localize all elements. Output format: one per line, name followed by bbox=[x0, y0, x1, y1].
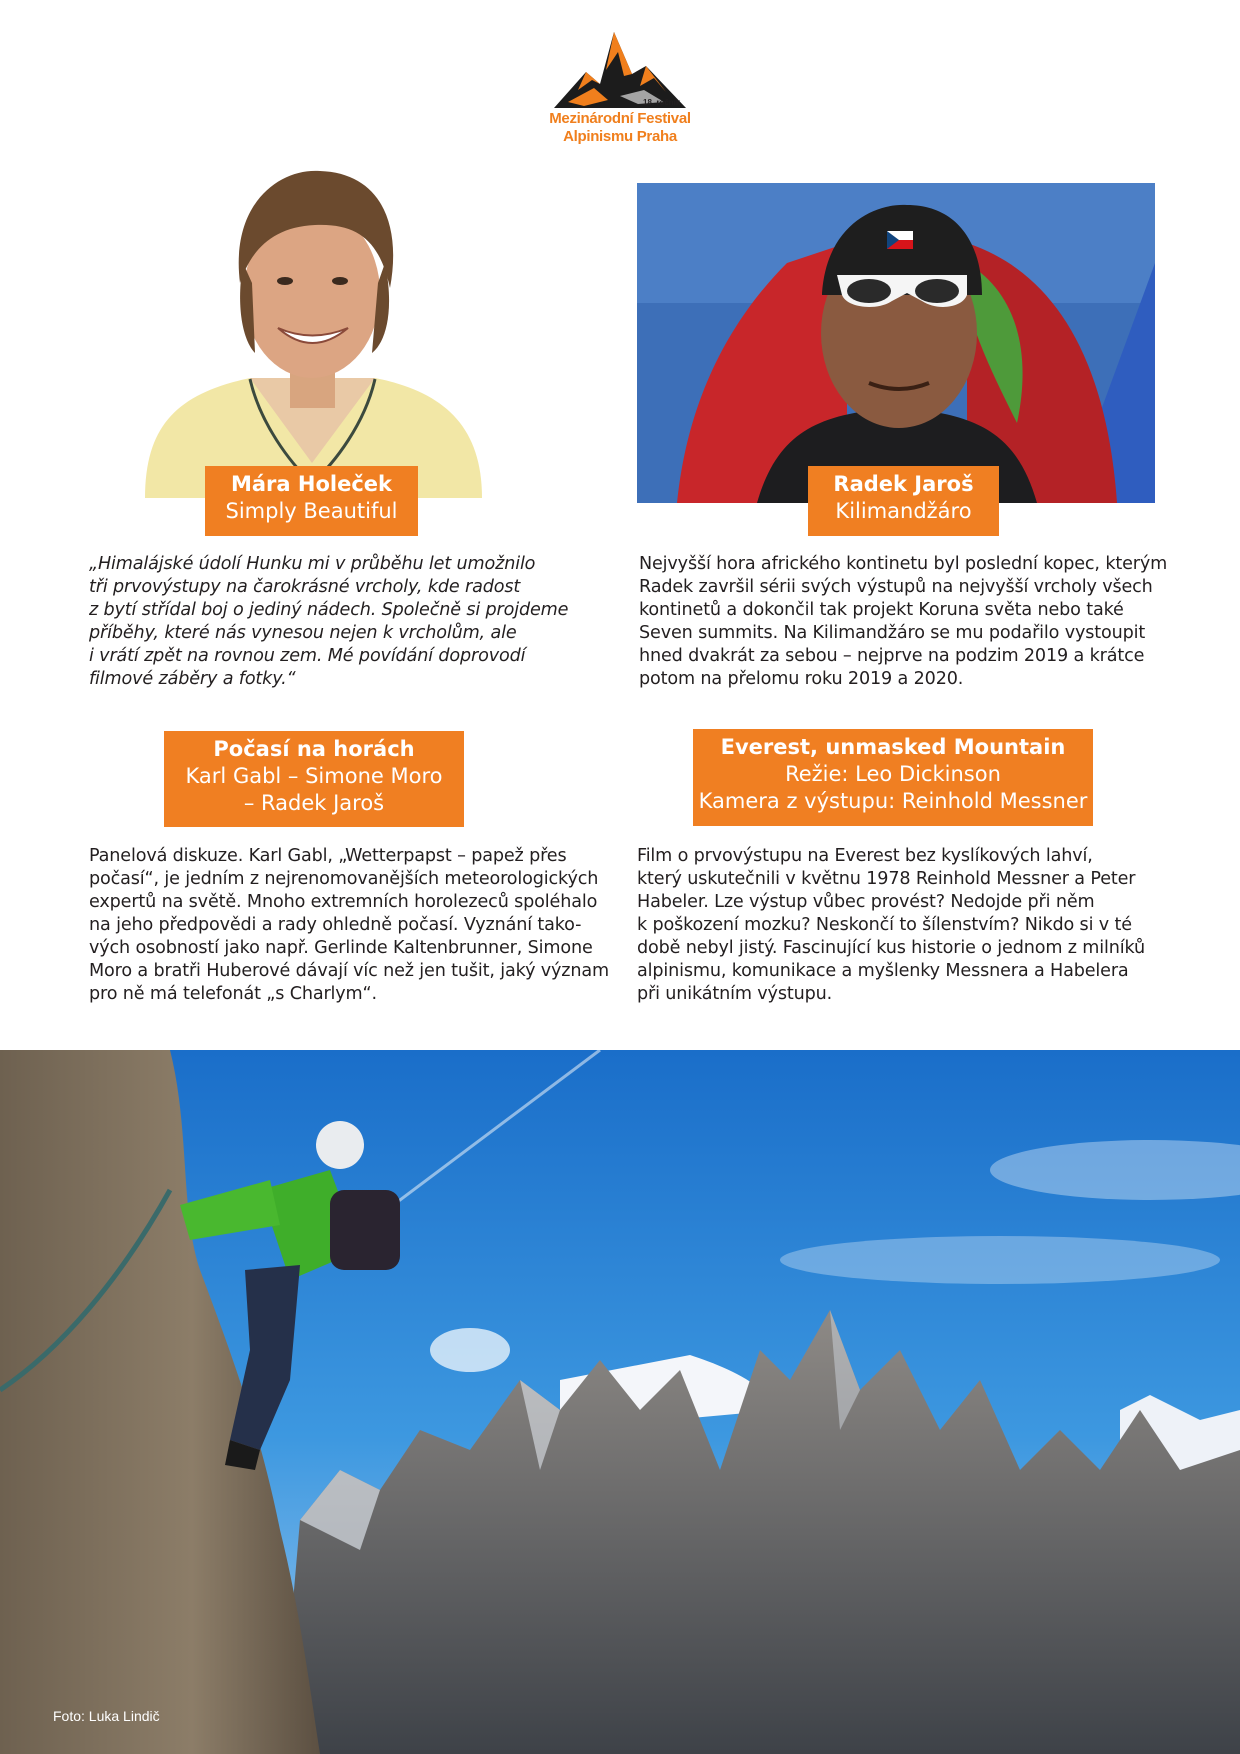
festival-logo bbox=[548, 30, 692, 150]
speaker-tag-mara bbox=[205, 466, 418, 536]
event-description-pocasi: Panelová diskuze. Karl Gabl, „Wetterpapst – papež přes počasí“, je jedním z nejrenomovanějších meteorologických expertů na světě. Mnoho extremních horolezeců spoléhalo na jeho předpovědi a rady ohledně počasí. Vyznání tako- vých osobností jako např. Gerlinde Kaltenbrunner, Simone Moro a bratři Huberové dávají víc než jen tušit, jaký význam pro ně má telefonát „s Charlym“. bbox=[89, 846, 610, 1004]
logo-line-1: Mezinárodní Festival bbox=[549, 110, 691, 127]
event-title: Počasí na horách bbox=[213, 737, 415, 761]
speaker-name: Mára Holeček bbox=[230, 472, 392, 496]
event-title: Everest, unmasked Mountain bbox=[720, 735, 1066, 759]
speaker-name: Radek Jaroš bbox=[833, 472, 974, 496]
talk-description-mara: „Himalájské údolí Hunku mi v průběhu let umožnilo tři prvovýstupy na čarokrásné vrcholy, kde radost z bytí střídal boj o jediný nádech. Společně si projdeme příběhy, které nás vynesou nejen k vrcholům, ale i vrátí zpět na rovnou zem. Mé povídání doprovodí filmové záběry a fotky.“ bbox=[89, 554, 569, 689]
event-line-3: Kamera z výstupu: Reinhold Messner bbox=[698, 789, 1088, 813]
logo-line-2: Alpinismu Praha bbox=[563, 128, 677, 145]
event-description-everest: Film o prvovýstupu na Everest bez kyslíkových lahví, který uskutečnili v květnu 1978 Reinhold Messner a Peter Habeler. Lze výstup vůbec provést? Nedojde při něm k poškození mozku? Neskončí to šílenstvím? Nikdo si v té době nebyl jistý. Fascinující kus historie o jednom z milníků alpinismu, komunikace a myšlenky Messnera a Habelera při unikátním výstupu. bbox=[637, 846, 1145, 1004]
talk-description-radek: Nejvyšší hora afrického kontinetu byl poslední kopec, kterým Radek završil sérii svých výstupů na nejvyšší vrcholy všech kontinetů a dokončil tak projekt Koruna světa nebo také Seven summits. Na Kilimandžáro se mu podařilo vystoupit hned dvakrát za sebou – nejprve na podzim 2019 a krátce potom na přelomu roku 2019 a 2020. bbox=[639, 554, 1168, 689]
talk-title: Simply Beautiful bbox=[225, 499, 398, 523]
talk-title: Kilimandžáro bbox=[835, 499, 972, 523]
event-line-3: – Radek Jaroš bbox=[243, 791, 385, 815]
event-line-2: Karl Gabl – Simone Moro bbox=[185, 764, 443, 788]
speaker-tag-radek bbox=[808, 466, 999, 536]
event-line-2: Režie: Leo Dickinson bbox=[785, 762, 1001, 786]
event-tag-everest bbox=[693, 729, 1093, 826]
photo-climber-mountains bbox=[0, 1050, 1240, 1754]
event-tag-pocasi bbox=[164, 731, 464, 827]
photo-mara-holecek bbox=[140, 163, 485, 498]
logo-edition: 18. ročník bbox=[643, 98, 681, 107]
photo-credit: Foto: Luka Lindič bbox=[53, 1708, 160, 1724]
photo-radek-jaros bbox=[637, 183, 1155, 503]
